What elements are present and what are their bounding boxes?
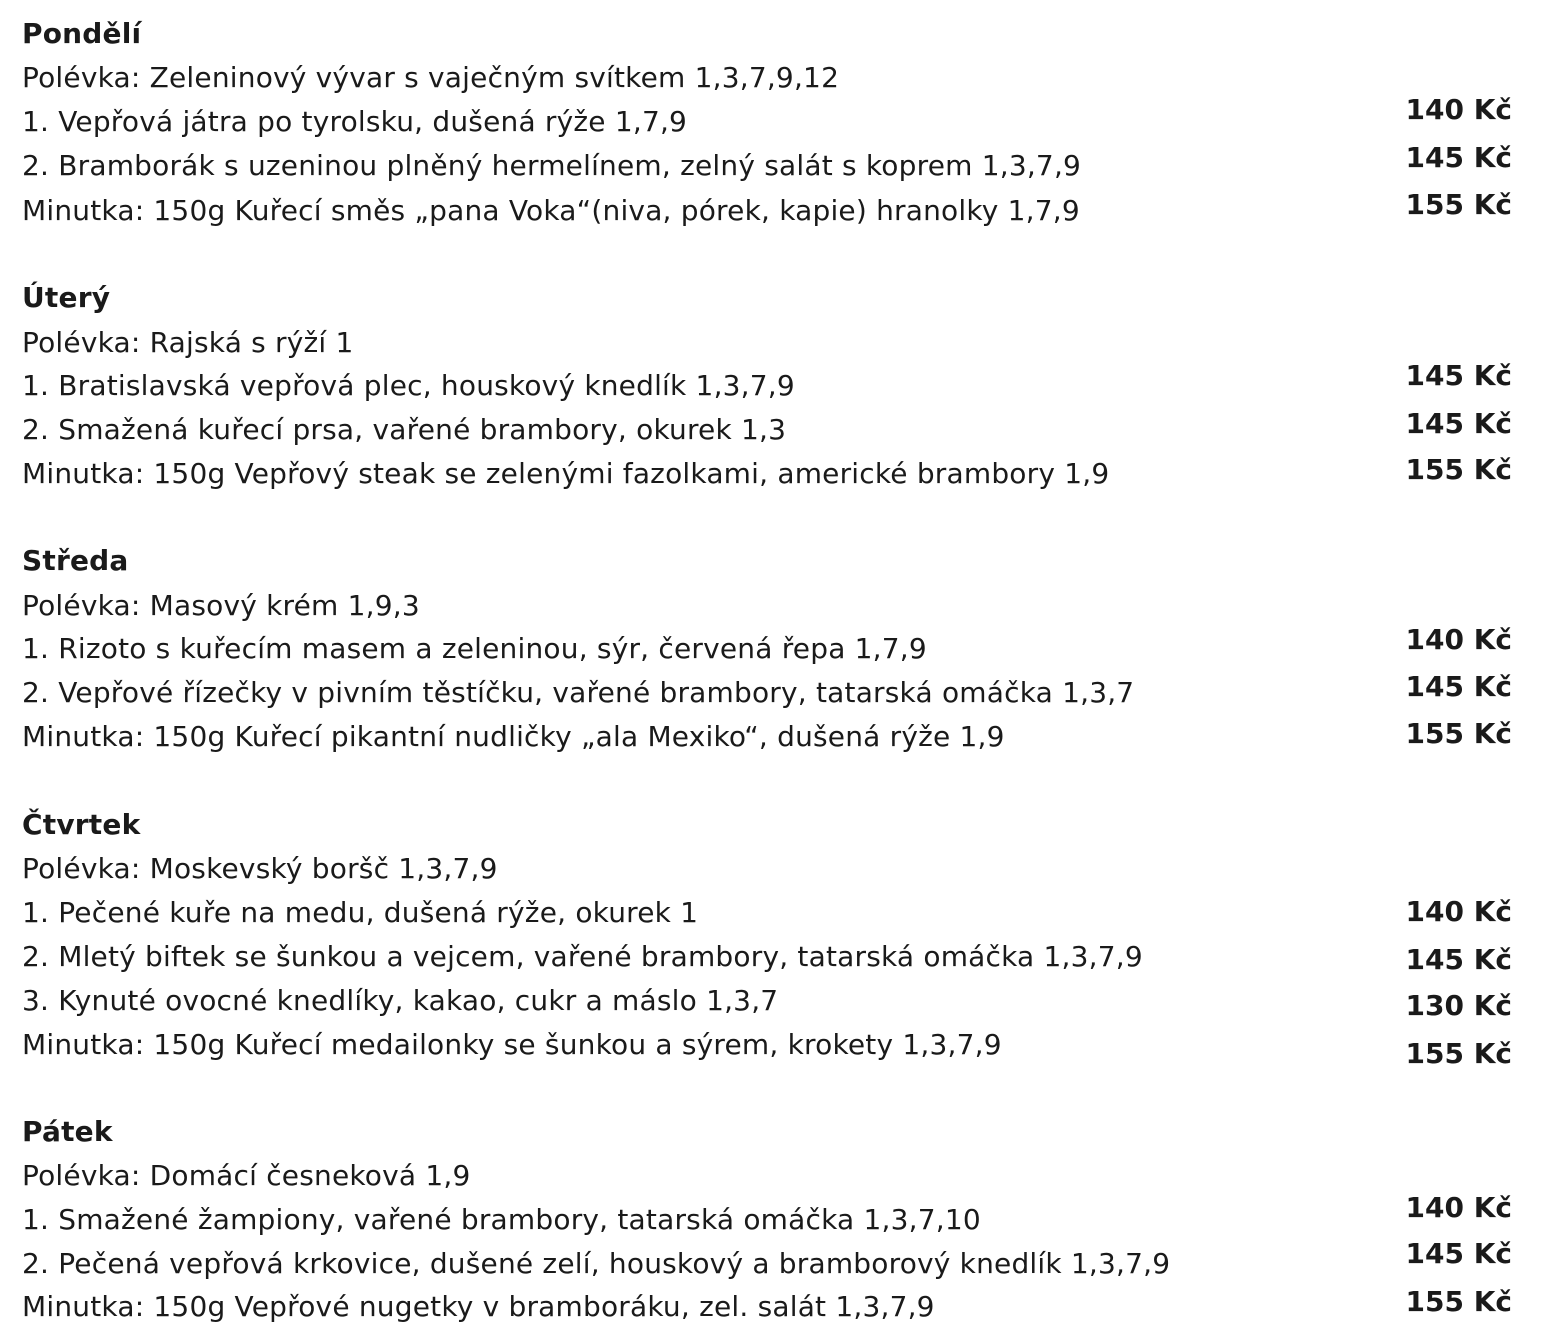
menu-item-price: 145 Kč xyxy=(1405,670,1512,703)
menu-item-price: 130 Kč xyxy=(1405,989,1512,1022)
menu-item-price: 140 Kč xyxy=(1405,93,1512,126)
menu-item: Minutka: 150g Vepřové nugetky v bramboráku, zel. salát 1,3,7,9 xyxy=(22,1290,935,1323)
day-title: Pátek xyxy=(22,1115,113,1148)
menu-item-price: 155 Kč xyxy=(1405,188,1512,221)
day-title: Úterý xyxy=(22,281,111,314)
day-title: Středa xyxy=(22,544,129,577)
menu-item-price: 145 Kč xyxy=(1405,407,1512,440)
menu-item-price: 145 Kč xyxy=(1405,359,1512,392)
soup-line: Polévka: Domácí česneková 1,9 xyxy=(22,1159,471,1192)
menu-item-price: 145 Kč xyxy=(1405,943,1512,976)
menu-item: Minutka: 150g Kuřecí medailonky se šunkou a sýrem, krokety 1,3,7,9 xyxy=(22,1028,1002,1061)
menu-item: 2. Vepřové řízečky v pivním těstíčku, vařené brambory, tatarská omáčka 1,3,7 xyxy=(22,676,1135,709)
soup-line: Polévka: Masový krém 1,9,3 xyxy=(22,589,420,622)
menu-item-price: 145 Kč xyxy=(1405,1237,1512,1270)
menu-item-price: 155 Kč xyxy=(1405,1037,1512,1070)
menu-item: 3. Kynuté ovocné knedlíky, kakao, cukr a máslo 1,3,7 xyxy=(22,984,779,1017)
soup-line: Polévka: Rajská s rýží 1 xyxy=(22,326,354,359)
menu-item: 1. Rizoto s kuřecím masem a zeleninou, sýr, červená řepa 1,7,9 xyxy=(22,632,927,665)
menu-item-price: 145 Kč xyxy=(1405,141,1512,174)
day-title: Čtvrtek xyxy=(22,808,141,841)
menu-item: 1. Smažené žampiony, vařené brambory, tatarská omáčka 1,3,7,10 xyxy=(22,1203,981,1236)
menu-item: 2. Bramborák s uzeninou plněný hermelínem, zelný salát s koprem 1,3,7,9 xyxy=(22,149,1082,182)
menu-item-price: 155 Kč xyxy=(1405,1285,1512,1318)
menu-item: Minutka: 150g Kuřecí směs „pana Voka“(niva, pórek, kapie) hranolky 1,7,9 xyxy=(22,194,1080,227)
menu-item-price: 140 Kč xyxy=(1405,895,1512,928)
menu-item: 1. Vepřová játra po tyrolsku, dušená rýže 1,7,9 xyxy=(22,105,688,138)
menu-item: 1. Pečené kuře na medu, dušená rýže, okurek 1 xyxy=(22,896,699,929)
menu-item: 1. Bratislavská vepřová plec, houskový knedlík 1,3,7,9 xyxy=(22,369,795,402)
day-title: Pondělí xyxy=(22,17,142,50)
menu-item: 2. Smažená kuřecí prsa, vařené brambory, okurek 1,3 xyxy=(22,413,787,446)
menu-item-price: 140 Kč xyxy=(1405,623,1512,656)
menu-item-price: 155 Kč xyxy=(1405,453,1512,486)
menu-item: Minutka: 150g Kuřecí pikantní nudličky „ala Mexiko“, dušená rýže 1,9 xyxy=(22,720,1005,753)
menu-item: 2. Mletý biftek se šunkou a vejcem, vařené brambory, tatarská omáčka 1,3,7,9 xyxy=(22,940,1143,973)
menu-item-price: 155 Kč xyxy=(1405,717,1512,750)
soup-line: Polévka: Zeleninový vývar s vaječným svítkem 1,3,7,9,12 xyxy=(22,61,840,94)
menu-item: 2. Pečená vepřová krkovice, dušené zelí, houskový a bramborový knedlík 1,3,7,9 xyxy=(22,1247,1171,1280)
soup-line: Polévka: Moskevský boršč 1,3,7,9 xyxy=(22,852,498,885)
menu-item: Minutka: 150g Vepřový steak se zelenými fazolkami, americké brambory 1,9 xyxy=(22,457,1110,490)
menu-item-price: 140 Kč xyxy=(1405,1191,1512,1224)
